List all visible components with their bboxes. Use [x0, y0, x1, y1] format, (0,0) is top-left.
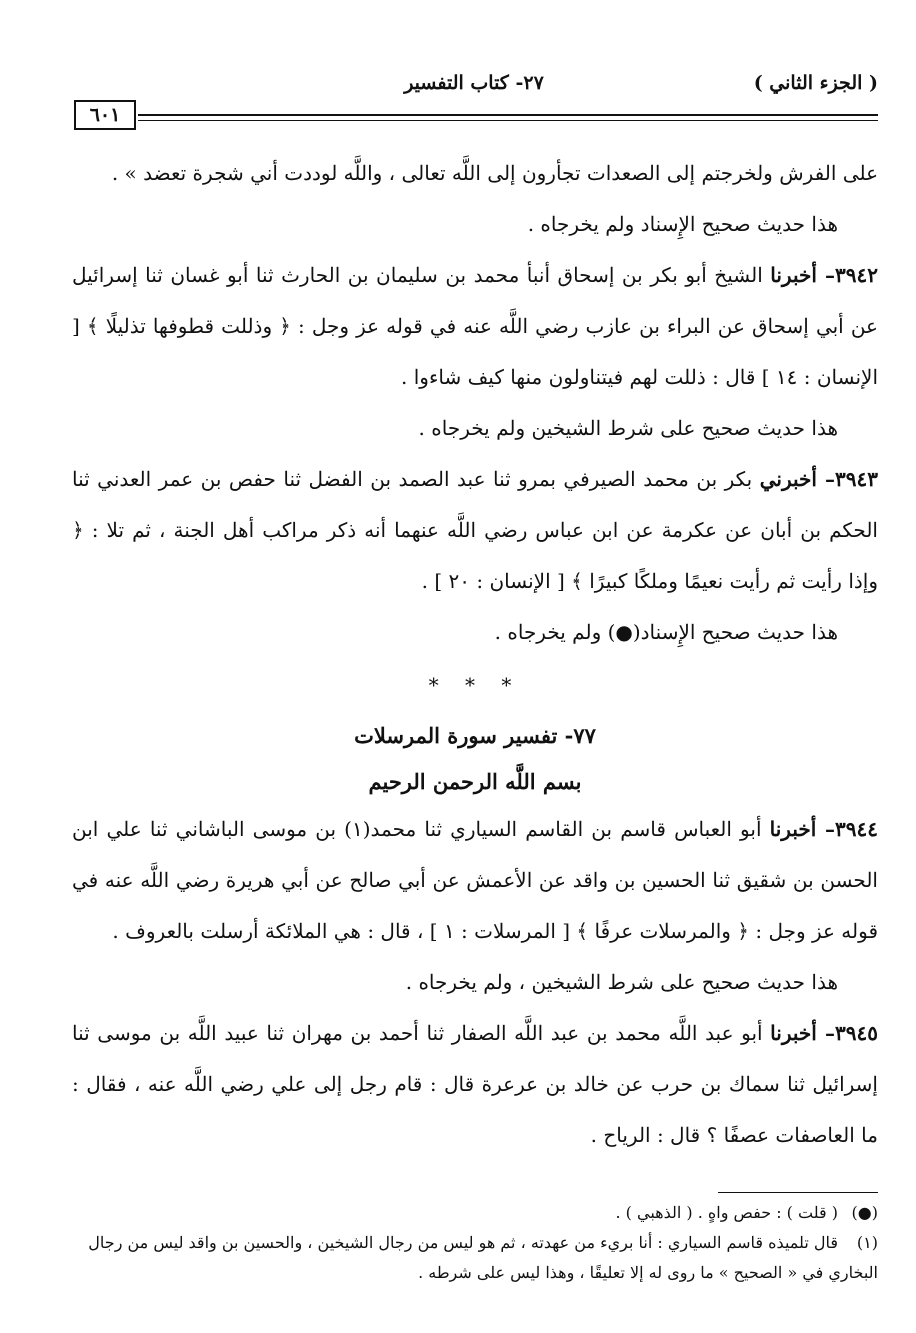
- hadith-3942: [72, 250, 878, 403]
- page-number: ٦٠١: [74, 100, 136, 130]
- footnotes: [72, 1198, 878, 1288]
- running-header: [70, 72, 878, 100]
- main-text: [72, 148, 878, 1161]
- footnote-rule: [718, 1192, 878, 1193]
- hadith-number: ٣٩٤٤– أخبرنا: [769, 817, 878, 841]
- verdict-line: هذا حديث صحيح الإِسناد(●) ولم يخرجاه .: [494, 620, 838, 644]
- basmala: بسم اللَّه الرحمن الرحيم: [368, 769, 582, 794]
- header-rule: [74, 100, 878, 130]
- hadith-number: ٣٩٤٢– أخبرنا: [770, 263, 878, 287]
- hadith-3944: [72, 804, 878, 957]
- paragraph-continuation: على الفرش ولخرجتم إلى الصعدات تجأرون إلى اللَّه تعالى ، واللَّه لوددت أني شجرة تعضد » .: [111, 161, 878, 185]
- footnote-mark: (●): [851, 1203, 878, 1222]
- hadith-3945: [72, 1008, 878, 1161]
- verdict-line: هذا حديث صحيح الإِسناد ولم يخرجاه .: [527, 212, 838, 236]
- footnote-2: [72, 1228, 878, 1288]
- hadith-number: ٣٩٤٥– أخبرنا: [770, 1021, 878, 1045]
- header-rule-thick: [138, 114, 878, 116]
- hadith-text: أبو العباس قاسم بن القاسم السياري ثنا محمد(١) بن موسى الباشاني ثنا علي ابن الحسن بن شقيق ثنا الحسين بن واقد عن الأعمش عن أبي صالح عن أبي هريرة رضي اللَّه عنه في قوله عز وجل : ﴿ والمرسلات عرفًا ﴾ [ المرسلات : ١ ] ، قال : هي الملائكة أرسلت بالعروف .: [72, 817, 878, 943]
- verdict-line: هذا حديث صحيح على شرط الشيخين ولم يخرجاه .: [418, 416, 838, 440]
- footnote-text: قال تلميذه قاسم السياري : أنا بريء من عهدته ، ثم هو ليس من رجال الشيخين ، والحسين بن واقد ليس من رجال البخاري في « الصحيح » ما روى له إلا تعليقًا ، وهذا ليس على شرطه .: [88, 1233, 878, 1282]
- chapter-title: ٢٧- كتاب التفسير: [404, 72, 544, 94]
- sura-title: ٧٧- تفسير سورة المرسلات: [354, 723, 596, 748]
- header-rule-thin: [138, 120, 878, 121]
- hadith-text: بكر بن محمد الصيرفي بمرو ثنا عبد الصمد بن الفضل ثنا حفص بن عمر العدني ثنا الحكم بن أبان عن عكرمة عن ابن عباس رضي اللَّه عنهما أنه ذكر مراكب أهل الجنة ، ثم تلا : ﴿ وإذا رأيت ثم رأيت نعيمًا وملكًا كبيرًا ﴾ [ الإنسان : ٢٠ ] .: [72, 467, 878, 593]
- hadith-text: الشيخ أبو بكر بن إسحاق أنبأ محمد بن سليمان بن الحارث ثنا أبو غسان ثنا إسرائيل عن أبي إسحاق عن البراء بن عازب رضي اللَّه عنه في قوله عز وجل : ﴿ وذللت قطوفها تذليلًا ﴾ [ الإنسان : ١٤ ] قال : ذللت لهم فيتناولون منها كيف شاءوا .: [72, 263, 878, 389]
- hadith-3943: [72, 454, 878, 607]
- verdict-line: هذا حديث صحيح على شرط الشيخين ، ولم يخرجاه .: [405, 970, 838, 994]
- hadith-number: ٣٩٤٣– أخبرني: [759, 467, 878, 491]
- hadith-text: أبو عبد اللَّه محمد بن عبد اللَّه الصفار ثنا أحمد بن مهران ثنا عبيد اللَّه بن موسى ثنا إسرائيل ثنا سماك بن حرب عن خالد بن عرعرة قال : قام رجل إلى علي رضي اللَّه عنه ، فقال : ما العاصفات عصفًا ؟ قال : الرياح .: [72, 1021, 878, 1147]
- footnote-text: ( قلت ) : حفص واهٍ . ( الذهبي ) .: [615, 1203, 838, 1222]
- footnote-mark: (١): [856, 1233, 878, 1252]
- footnote-1: [72, 1198, 878, 1228]
- volume-label: ( الجزء الثاني ): [753, 72, 878, 94]
- section-separator: * * *: [428, 673, 522, 697]
